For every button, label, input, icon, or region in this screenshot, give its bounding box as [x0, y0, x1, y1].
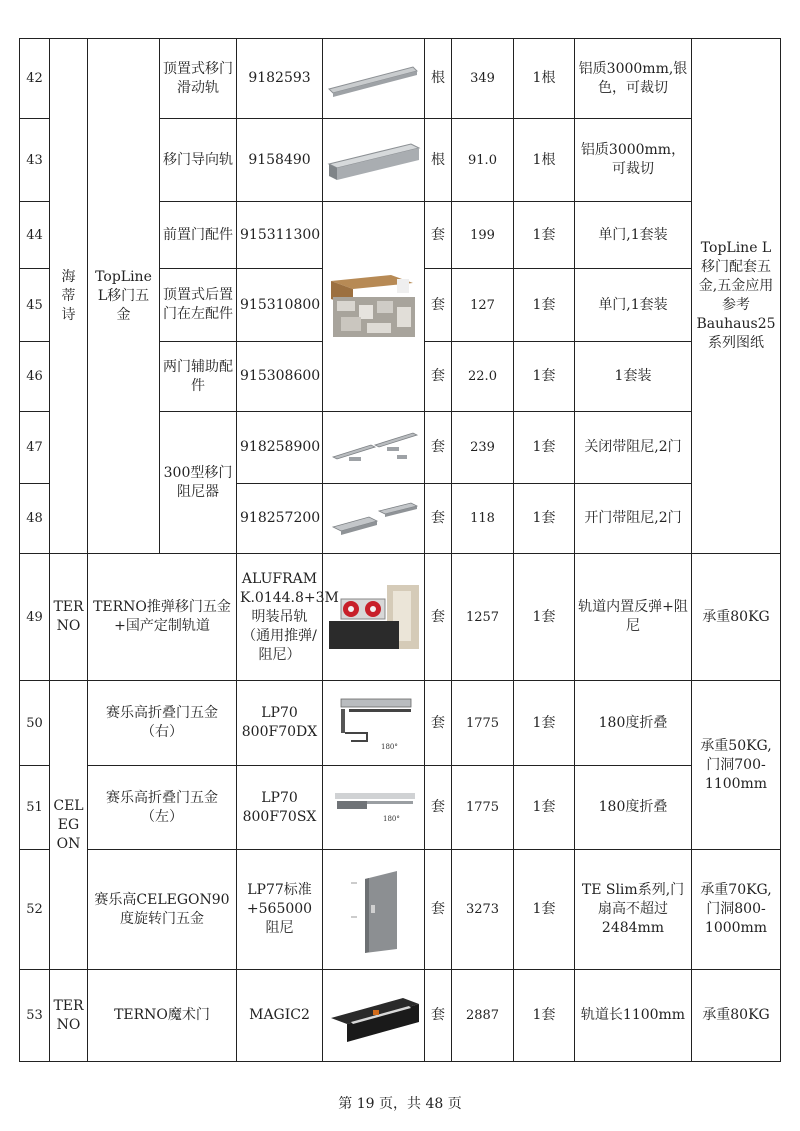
- unit: 套: [425, 766, 452, 850]
- aluminium-rail-image: [323, 39, 425, 119]
- row-number: 43: [20, 119, 50, 202]
- product-code: 915311300: [237, 202, 323, 269]
- price: 349: [452, 39, 514, 119]
- row-number: 47: [20, 412, 50, 484]
- row-number: 49: [20, 554, 50, 681]
- product-name: 顶置式后置门在左配件: [160, 269, 237, 342]
- remark-cell: 承重80KG: [692, 970, 781, 1062]
- product-code: 918257200: [237, 484, 323, 554]
- product-name: 赛乐高折叠门五金（左）: [88, 766, 237, 850]
- row-number: 50: [20, 681, 50, 766]
- price: 118: [452, 484, 514, 554]
- product-code: 9182593: [237, 39, 323, 119]
- product-code: 9158490: [237, 119, 323, 202]
- row-number: 53: [20, 970, 50, 1062]
- series-cell: TopLine L移门五金: [88, 39, 160, 554]
- remark-cell: 承重50KG,门洞700-1100mm: [692, 681, 781, 850]
- table-row: [20, 766, 781, 850]
- spec: 单门,1套装: [575, 202, 692, 269]
- product-code: LP70 800F70SX: [237, 766, 323, 850]
- deg-label: 180°: [380, 743, 398, 751]
- magic-door-image: [323, 970, 425, 1062]
- quantity: 1套: [514, 766, 575, 850]
- row-number: 45: [20, 269, 50, 342]
- guide-rail-image: [323, 119, 425, 202]
- price: 91.0: [452, 119, 514, 202]
- spec: 1套装: [575, 342, 692, 412]
- price: 2887: [452, 970, 514, 1062]
- pivot-door-image: [323, 850, 425, 970]
- unit: 套: [425, 681, 452, 766]
- product-table: [19, 38, 781, 1062]
- product-name: TERNO魔术门: [88, 970, 237, 1062]
- unit: 根: [425, 119, 452, 202]
- product-name: 赛乐高CELEGON90度旋转门五金: [88, 850, 237, 970]
- product-code: ALUFRAM K.0144.8+3M明装吊轨（通用推弹/阻尼）: [237, 554, 323, 681]
- remark-cell: 承重70KG,门洞800-1000mm: [692, 850, 781, 970]
- deg-label: 180°: [382, 814, 400, 823]
- unit: 套: [425, 269, 452, 342]
- unit: 套: [425, 202, 452, 269]
- row-number: 46: [20, 342, 50, 412]
- spec: 开门带阻尼,2门: [575, 484, 692, 554]
- unit: 根: [425, 39, 452, 119]
- product-code: 915308600: [237, 342, 323, 412]
- price: 22.0: [452, 342, 514, 412]
- product-name: 顶置式移门滑动轨: [160, 39, 237, 119]
- row-number: 51: [20, 766, 50, 850]
- unit: 套: [425, 484, 452, 554]
- table-row: [20, 39, 781, 119]
- brand-cell: 海蒂诗: [50, 39, 88, 554]
- spec: 关闭带阻尼,2门: [575, 412, 692, 484]
- product-code: MAGIC2: [237, 970, 323, 1062]
- unit: 套: [425, 554, 452, 681]
- spec: 180度折叠: [575, 766, 692, 850]
- page-footer: 第 19 页，共 48 页: [338, 1096, 462, 1112]
- price: 1775: [452, 681, 514, 766]
- price: 1775: [452, 766, 514, 850]
- row-number: 44: [20, 202, 50, 269]
- unit: 套: [425, 412, 452, 484]
- quantity: 1套: [514, 269, 575, 342]
- quantity: 1套: [514, 342, 575, 412]
- price: 1257: [452, 554, 514, 681]
- product-name: 赛乐高折叠门五金（右）: [88, 681, 237, 766]
- price: 199: [452, 202, 514, 269]
- quantity: 1套: [514, 681, 575, 766]
- quantity: 1套: [514, 554, 575, 681]
- unit: 套: [425, 342, 452, 412]
- unit: 套: [425, 850, 452, 970]
- product-name: 两门辅助配件: [160, 342, 237, 412]
- product-name: 前置门配件: [160, 202, 237, 269]
- table-row: [20, 850, 781, 970]
- spec: TE Slim系列,门扇高不超过2484mm: [575, 850, 692, 970]
- spec: 轨道内置反弹+阻尼: [575, 554, 692, 681]
- quantity: 1套: [514, 412, 575, 484]
- brand-cell: CELEGON: [50, 681, 88, 970]
- product-name: TERNO推弹移门五金+国产定制轨道: [88, 554, 237, 681]
- product-code: LP77标准+565000阻尼: [237, 850, 323, 970]
- price: 127: [452, 269, 514, 342]
- quantity: 1套: [514, 970, 575, 1062]
- brand-cell: TERNO: [50, 970, 88, 1062]
- price: 3273: [452, 850, 514, 970]
- quantity: 1根: [514, 119, 575, 202]
- remark-cell: TopLine L移门配套五金,五金应用参考Bauhaus25系列图纸: [692, 39, 781, 554]
- table-row: [20, 681, 781, 766]
- row-number: 52: [20, 850, 50, 970]
- hanging-roller-image: [323, 554, 425, 681]
- spec: 180度折叠: [575, 681, 692, 766]
- brand-cell: TERNO: [50, 554, 88, 681]
- fittings-box-image: [323, 202, 425, 412]
- quantity: 1根: [514, 39, 575, 119]
- product-code: 915310800: [237, 269, 323, 342]
- remark-cell: 承重80KG: [692, 554, 781, 681]
- product-code: 918258900: [237, 412, 323, 484]
- row-number: 42: [20, 39, 50, 119]
- spec: 单门,1套装: [575, 269, 692, 342]
- spec: 铝质3000mm,银色，可裁切: [575, 39, 692, 119]
- product-name: 300型移门阻尼器: [160, 412, 237, 554]
- quantity: 1套: [514, 202, 575, 269]
- damper-plates-image: [323, 484, 425, 554]
- table-row: [20, 554, 781, 681]
- folding-left-image: [323, 766, 425, 850]
- folding-right-image: [323, 681, 425, 766]
- damper-parts-image: [323, 412, 425, 484]
- spec: 轨道长1100mm: [575, 970, 692, 1062]
- product-name: 移门导向轨: [160, 119, 237, 202]
- row-number: 48: [20, 484, 50, 554]
- quantity: 1套: [514, 484, 575, 554]
- product-code: LP70 800F70DX: [237, 681, 323, 766]
- unit: 套: [425, 970, 452, 1062]
- quantity: 1套: [514, 850, 575, 970]
- price: 239: [452, 412, 514, 484]
- table-row: [20, 970, 781, 1062]
- spec: 铝质3000mm，可裁切: [575, 119, 692, 202]
